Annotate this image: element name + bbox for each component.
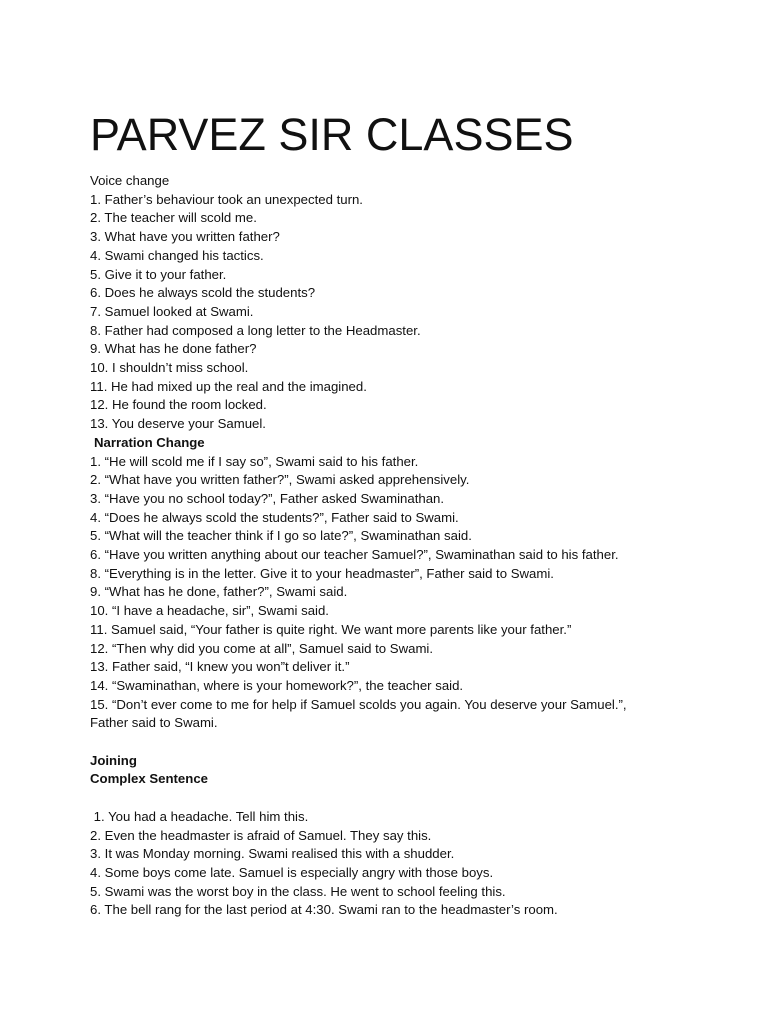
- joining-item: 1. You had a headache. Tell him this.: [90, 808, 309, 824]
- narration-item: 15. “Don’t ever come to me for help if Samuel scolds you again. You deserve your Samuel.”,: [90, 696, 627, 712]
- narration-change-heading: Narration Change: [94, 434, 205, 450]
- joining-item: 4. Some boys come late. Samuel is especially angry with those boys.: [90, 864, 494, 880]
- narration-item: 8. “Everything is in the letter. Give it to your headmaster”, Father said to Swami.: [90, 565, 554, 581]
- voice-item: 8. Father had composed a long letter to the Headmaster.: [90, 322, 421, 338]
- voice-item: 9. What has he done father?: [90, 341, 257, 357]
- voice-change-heading: Voice change: [90, 173, 170, 188]
- spacer: [90, 733, 690, 752]
- voice-item: 13. You deserve your Samuel.: [90, 416, 266, 432]
- narration-item-continuation: Father said to Swami.: [90, 715, 218, 731]
- narration-item: 11. Samuel said, “Your father is quite right. We want more parents like your father.”: [90, 621, 572, 637]
- voice-item: 6. Does he always scold the students?: [90, 285, 316, 301]
- narration-item: 3. “Have you no school today?”, Father asked Swaminathan.: [90, 490, 445, 506]
- joining-item: 2. Even the headmaster is afraid of Samuel. They say this.: [90, 827, 432, 843]
- narration-item: 14. “Swaminathan, where is your homework?”, the teacher said.: [90, 677, 464, 693]
- voice-item: 10. I shouldn’t miss school.: [90, 360, 249, 376]
- narration-item: 2. “What have you written father?”, Swami asked apprehensively.: [90, 472, 470, 488]
- joining-heading: Joining: [90, 752, 137, 768]
- narration-item: 9. “What has he done, father?”, Swami said.: [90, 584, 348, 600]
- narration-item: 1. “He will scold me if I say so”, Swami said to his father.: [90, 453, 419, 469]
- document-title: PARVEZ SIR CLASSES: [90, 109, 574, 160]
- document-body: [90, 172, 690, 920]
- voice-item: 3. What have you written father?: [90, 229, 280, 245]
- voice-item: 1. Father’s behaviour took an unexpected turn.: [90, 191, 363, 207]
- voice-item: 11. He had mixed up the real and the imagined.: [90, 378, 367, 394]
- narration-item: 4. “Does he always scold the students?”, Father said to Swami.: [90, 509, 459, 525]
- voice-change-list: [90, 191, 690, 434]
- spacer: [90, 789, 690, 808]
- narration-item: 10. “I have a headache, sir”, Swami said.: [90, 603, 329, 619]
- narration-item: 12. “Then why did you come at all”, Samuel said to Swami.: [90, 640, 434, 656]
- voice-item: 4. Swami changed his tactics.: [90, 247, 264, 263]
- voice-item: 2. The teacher will scold me.: [90, 210, 257, 226]
- joining-item: 3. It was Monday morning. Swami realised this with a shudder.: [90, 846, 455, 862]
- joining-item: 6. The bell rang for the last period at 4:30. Swami ran to the headmaster’s room.: [90, 902, 558, 918]
- joining-list: [90, 808, 690, 920]
- joining-item: 5. Swami was the worst boy in the class. He went to school feeling this.: [90, 883, 506, 899]
- narration-change-list: [90, 453, 690, 734]
- narration-item: 6. “Have you written anything about our teacher Samuel?”, Swaminathan said to his father.: [90, 547, 619, 563]
- narration-item: 5. “What will the teacher think if I go so late?”, Swaminathan said.: [90, 528, 472, 544]
- narration-item: 13. Father said, “I knew you won”t deliver it.”: [90, 659, 350, 675]
- voice-item: 7. Samuel looked at Swami.: [90, 303, 254, 319]
- complex-sentence-heading: Complex Sentence: [90, 771, 208, 787]
- voice-item: 12. He found the room locked.: [90, 397, 267, 413]
- voice-item: 5. Give it to your father.: [90, 266, 227, 282]
